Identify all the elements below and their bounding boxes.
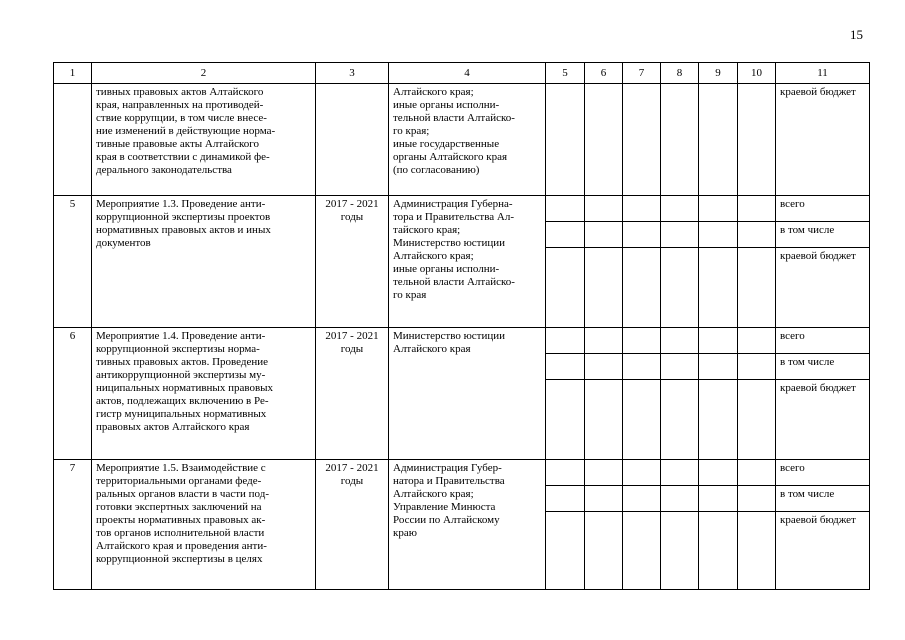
amount-cell <box>623 222 661 248</box>
measure-name-line: Алтайского края и проведения анти- <box>96 540 267 552</box>
amount-cell <box>699 248 738 328</box>
measure-name-line: ральных органов власти в части под- <box>96 488 269 500</box>
measure-name-line: дерального законодательства <box>96 164 232 176</box>
amount-cell <box>546 512 585 590</box>
amount-cell <box>585 354 623 380</box>
amount-cell <box>661 460 699 486</box>
executors-line: Управление Минюста <box>393 501 496 513</box>
amount-cell <box>738 248 776 328</box>
funding-source: в том числе <box>776 486 870 512</box>
amount-cell <box>623 380 661 460</box>
executors-line: Администрация Губер- <box>393 462 502 474</box>
amount-cell <box>623 248 661 328</box>
amount-cell <box>623 512 661 590</box>
header-cell: 4 <box>389 63 546 84</box>
funding-source: всего <box>776 460 870 486</box>
amount-cell <box>738 380 776 460</box>
measure-name-line: гистр муниципальных нормативных <box>96 408 267 420</box>
period: 2017 - 2021 годы <box>316 328 389 460</box>
measure-name-line: ниципальных нормативных правовых <box>96 382 274 394</box>
measure-name-line: ствие коррупции, в том числе внесе- <box>96 112 267 124</box>
amount-cell <box>546 460 585 486</box>
amount-cell <box>623 460 661 486</box>
amount-cell <box>623 354 661 380</box>
executors-line: органы Алтайского края <box>393 151 508 163</box>
amount-cell <box>661 196 699 222</box>
executors-line: иные органы исполни- <box>393 263 500 275</box>
amount-cell <box>738 328 776 354</box>
amount-cell <box>661 486 699 512</box>
row-number: 7 <box>54 460 92 590</box>
amount-cell <box>661 380 699 460</box>
amount-cell <box>546 354 585 380</box>
header-cell: 5 <box>546 63 585 84</box>
table-row <box>54 84 870 196</box>
amount-cell <box>623 196 661 222</box>
amount-cell <box>316 84 389 196</box>
executors <box>389 196 546 328</box>
header-cell: 9 <box>699 63 738 84</box>
amount-cell <box>585 84 623 196</box>
measure-name-line: края в соответствии с динамикой фе- <box>96 151 270 163</box>
header-cell: 6 <box>585 63 623 84</box>
amount-cell <box>585 460 623 486</box>
funding-source: в том числе <box>776 222 870 248</box>
amount-cell <box>546 222 585 248</box>
funding-source: всего <box>776 328 870 354</box>
amount-cell <box>546 328 585 354</box>
amount-cell <box>699 512 738 590</box>
header-cell: 7 <box>623 63 661 84</box>
executors-line: России по Алтайскому <box>393 514 500 526</box>
measure-name-line: ние изменений в действующие норма- <box>96 125 276 137</box>
measure-name-line: Мероприятие 1.5. Взаимодействие с <box>96 462 266 474</box>
amount-cell <box>738 84 776 196</box>
amount-cell <box>546 248 585 328</box>
amount-cell <box>661 248 699 328</box>
amount-cell <box>585 328 623 354</box>
executors-line: тайского края; <box>393 224 461 236</box>
amount-cell <box>623 84 661 196</box>
executors-line: Алтайского края; <box>393 86 474 98</box>
amount-cell <box>585 196 623 222</box>
measure-name-line: нормативных правовых актов и иных <box>96 224 271 236</box>
table-row <box>54 460 870 486</box>
measure-name <box>92 196 316 328</box>
amount-cell <box>699 354 738 380</box>
measure-name-line: тивных правовых актов Алтайского <box>96 86 264 98</box>
executors-line: го края <box>393 289 427 301</box>
amount-cell <box>699 486 738 512</box>
executors-line: го края; <box>393 125 430 137</box>
header-cell: 11 <box>776 63 870 84</box>
funding-source: всего <box>776 196 870 222</box>
measure-name <box>92 328 316 460</box>
measure-name-line: готовки экспертных заключений на <box>96 501 262 513</box>
measure-name-line: коррупционной экспертизы в целях <box>96 553 263 565</box>
amount-cell <box>738 222 776 248</box>
amount-cell <box>738 460 776 486</box>
amount-cell <box>738 354 776 380</box>
amount-cell <box>661 354 699 380</box>
measure-name-line: тивные правовые акты Алтайского <box>96 138 259 150</box>
amount-cell <box>699 196 738 222</box>
measure-name-line: актов, подлежащих включению в Ре- <box>96 395 269 407</box>
period: 2017 - 2021 годы <box>316 196 389 328</box>
executors-line: Администрация Губерна- <box>393 198 513 210</box>
executors-line: Алтайского края <box>393 343 471 355</box>
amount-cell <box>546 380 585 460</box>
amount-cell <box>699 380 738 460</box>
program-table <box>53 62 870 590</box>
measure-name-line: Мероприятие 1.3. Проведение анти- <box>96 198 266 210</box>
executors-line: Алтайского края; <box>393 488 474 500</box>
executors-line: натора и Правительства <box>393 475 505 487</box>
amount-cell <box>661 84 699 196</box>
executors <box>389 84 546 196</box>
amount-cell <box>585 512 623 590</box>
executors <box>389 328 546 460</box>
measure-name-line: тов органов исполнительной власти <box>96 527 265 539</box>
amount-cell <box>585 248 623 328</box>
executors-line: тора и Правительства Ал- <box>393 211 514 223</box>
header-cell: 2 <box>92 63 316 84</box>
measure-name-line: края, направленных на противодей- <box>96 99 264 111</box>
header-cell: 8 <box>661 63 699 84</box>
amount-cell <box>546 196 585 222</box>
measure-name-line: тивных правовых актов. Проведение <box>96 356 269 368</box>
executors <box>389 460 546 590</box>
amount-cell <box>585 222 623 248</box>
header-row <box>54 63 870 84</box>
amount-cell <box>738 512 776 590</box>
funding-source: в том числе <box>776 354 870 380</box>
amount-cell <box>546 84 585 196</box>
period: 2017 - 2021 годы <box>316 460 389 590</box>
measure-name-line: коррупционной экспертизы норма- <box>96 343 260 355</box>
measure-name-line: территориальными органами феде- <box>96 475 262 487</box>
amount-cell <box>54 84 92 196</box>
amount-cell <box>699 328 738 354</box>
amount-cell <box>661 222 699 248</box>
executors-line: тельной власти Алтайско- <box>393 112 515 124</box>
measure-name-line: антикоррупционной экспертизы му- <box>96 369 266 381</box>
executors-line: тельной власти Алтайско- <box>393 276 515 288</box>
measure-name-line: документов <box>96 237 151 249</box>
measure-name <box>92 460 316 590</box>
header-cell: 3 <box>316 63 389 84</box>
header-cell: 1 <box>54 63 92 84</box>
amount-cell <box>661 512 699 590</box>
executors-line: (по согласованию) <box>393 164 480 176</box>
funding-source: краевой бюджет <box>776 248 870 328</box>
executors-line: иные органы исполни- <box>393 99 500 111</box>
executors-line: иные государственные <box>393 138 500 150</box>
amount-cell <box>738 196 776 222</box>
row-number: 5 <box>54 196 92 328</box>
table-row <box>54 196 870 222</box>
table-row <box>54 328 870 354</box>
funding-source: краевой бюджет <box>776 380 870 460</box>
amount-cell <box>585 486 623 512</box>
header-cell: 10 <box>738 63 776 84</box>
measure-name-line: Мероприятие 1.4. Проведение анти- <box>96 330 266 342</box>
amount-cell <box>699 460 738 486</box>
amount-cell <box>623 486 661 512</box>
amount-cell <box>623 328 661 354</box>
amount-cell <box>546 486 585 512</box>
executors-line: краю <box>393 527 417 539</box>
page-number: 15 <box>850 27 863 42</box>
amount-cell <box>738 486 776 512</box>
measure-name-line: проекты нормативных правовых ак- <box>96 514 266 526</box>
executors-line: Министерство юстиции <box>393 237 506 249</box>
executors-line: Алтайского края; <box>393 250 474 262</box>
measure-name-line: правовых актов Алтайского края <box>96 421 250 433</box>
executors-line: Министерство юстиции <box>393 330 506 342</box>
amount-cell <box>699 84 738 196</box>
amount-cell <box>661 328 699 354</box>
amount-cell <box>585 380 623 460</box>
funding-source: краевой бюджет <box>776 512 870 590</box>
measure-name <box>92 84 316 196</box>
row-number: 6 <box>54 328 92 460</box>
measure-name-line: коррупционной экспертизы проектов <box>96 211 271 223</box>
amount-cell <box>699 222 738 248</box>
funding-source: краевой бюджет <box>776 84 870 196</box>
